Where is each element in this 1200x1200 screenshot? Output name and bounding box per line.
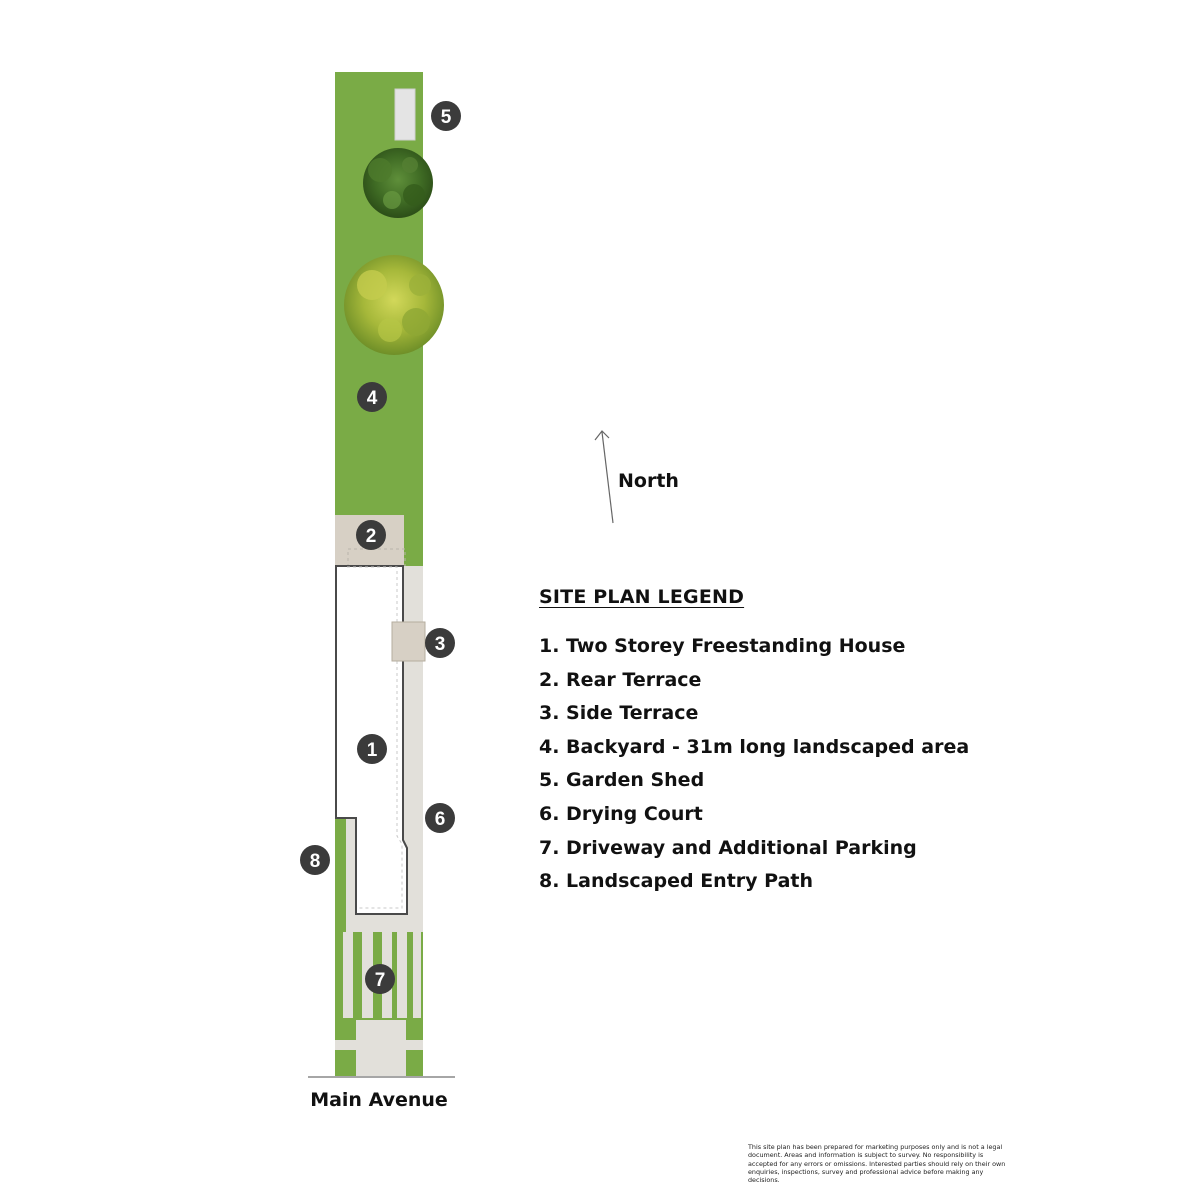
legend-item: 3. Side Terrace <box>539 702 699 725</box>
tree-dark <box>363 148 433 218</box>
marker-3-label: 3 <box>434 634 446 655</box>
marker-2-label: 2 <box>365 526 377 547</box>
legend-item: 1. Two Storey Freestanding House <box>539 635 906 657</box>
marker-1 <box>357 734 387 764</box>
legend-title: SITE PLAN LEGEND <box>539 586 745 608</box>
legend-item: 7. Driveway and Additional Parking <box>539 836 917 859</box>
site-plan-legend <box>539 586 969 899</box>
marker-5 <box>431 101 461 131</box>
street-label: Main Avenue <box>310 1089 448 1111</box>
marker-7-label: 7 <box>374 970 386 991</box>
tree-light <box>344 255 444 355</box>
marker-8-label: 8 <box>309 851 321 872</box>
legend-item: 4. Backyard - 31m long landscaped area <box>539 735 970 758</box>
legend-item: 5. Garden Shed <box>539 769 705 792</box>
legend-item: 8. Landscaped Entry Path <box>539 870 814 893</box>
marker-4-label: 4 <box>366 388 378 409</box>
marker-3 <box>425 628 455 658</box>
garden-shed <box>395 89 415 140</box>
north-arrow <box>595 431 613 523</box>
marker-1-label: 1 <box>366 740 378 761</box>
legend-list <box>539 630 969 899</box>
legend-item: 2. Rear Terrace <box>539 668 702 691</box>
marker-4 <box>357 382 387 412</box>
disclaimer-text: This site plan has been prepared for marketing purposes only and is not a legal document. Areas and information is subject to survey. No responsibility is accepted for any errors or omissions. Interested parties should rely on their own enquiries, inspections, survey and professional advice before making any decisions. <box>748 1143 1006 1185</box>
marker-6-label: 6 <box>434 809 446 830</box>
marker-2 <box>356 520 386 550</box>
north-label: North <box>618 470 679 492</box>
marker-8 <box>300 845 330 875</box>
marker-7 <box>365 964 395 994</box>
side-terrace <box>392 622 425 661</box>
marker-6 <box>425 803 455 833</box>
legend-item: 6. Drying Court <box>539 802 703 825</box>
marker-5-label: 5 <box>440 107 452 128</box>
